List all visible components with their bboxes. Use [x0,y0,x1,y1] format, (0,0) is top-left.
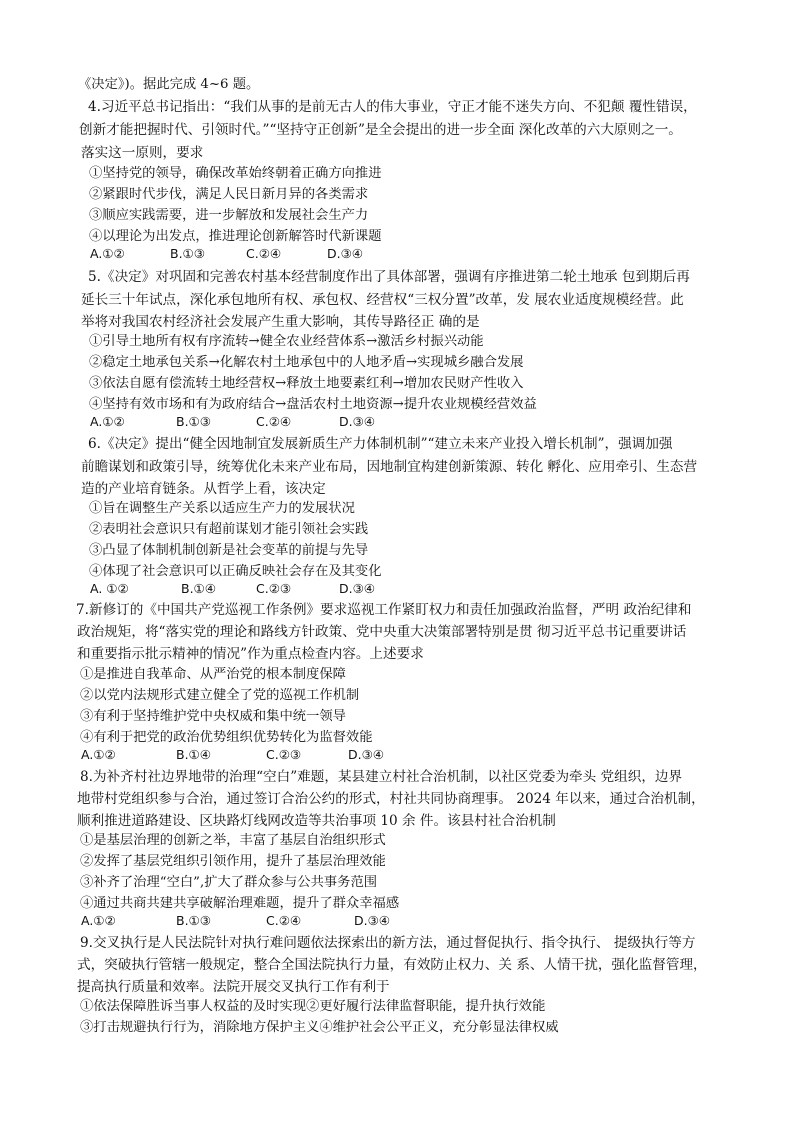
q5-stem-line-3: 举将对我国农村经济社会发展产生重大影响，其传导路径正 确的是 [81,314,480,330]
q5-stem-line-2: 延长三十年试点，深化承包地所有权、承包权、经营权“三权分置”改革，发 展农业适度规模经营。此 [81,292,684,308]
q6-item-2: ②表明社会意识只有超前谋划才能引领社会实践 [89,522,369,537]
q5-choice-a[interactable]: A.①② [90,414,125,429]
q7-item-4: ④有利于把党的政治优势组织优势转化为监督效能 [80,730,373,745]
q6-item-4: ④体现了社会意识可以正确反映社会存在及其变化 [89,564,382,579]
q4-choice-d[interactable]: D.③④ [327,246,364,261]
q4-item-2: ②紧跟时代步伐，满足人民日新月异的各类需求 [89,187,369,202]
q7-choice-c[interactable]: C.②③ [266,747,302,762]
q4-item-3: ③顺应实践需要，进一步解放和发展社会生产力 [89,208,369,223]
q8-choice-a[interactable]: A.①② [81,913,116,928]
q8-stem-line-2: 地带村党组织参与合治，通过签订合治公约的形式，村社共同协商理事。 2024 年以来，通过合治机制， [77,791,705,807]
q4-choice-c[interactable]: C.②④ [246,246,282,261]
q8-item-1: ①是基层治理的创新之举，丰富了基层自治组织形式 [80,833,386,848]
q7-item-1: ①是推进自我革命、从严治党的根本制度保障 [80,667,346,682]
q7-stem-line-1: 7.新修订的《中国共产党巡视工作条例》要求巡视工作紧盯权力和责任加强政治监督，严明 政治纪律和 [76,602,692,618]
q6-choice-c[interactable]: C.②③ [256,581,292,596]
q9-stem-line-3: 提高执行质量和效率。法院开展交叉执行工作有利于 [77,979,390,995]
intro-line: 《决定》)。据此完成 4~6 题。 [78,77,260,92]
q4-stem-line-1: 4.习近平总书记指出：“我们从事的是前无古人的伟大事业，守正才能不迷失方向、不犯颠 覆性错误， [88,99,697,115]
q4-stem-line-2: 创新才能把握时代、引领时代。”“坚持守正创新”是全会提出的进一步全面 深化改革的六大原则之一。 [79,122,682,138]
q6-choice-b[interactable]: B.①④ [181,581,216,596]
q5-choice-d[interactable]: D.③④ [339,414,376,429]
q4-item-1: ①坚持党的领导，确保改革始终朝着正确方向推进 [89,166,382,181]
q4-stem-line-3: 落实这一原则，要求 [81,145,204,161]
q6-stem-line-2: 前瞻谋划和政策引导，统筹优化未来产业布局，因地制宜构建创新策源、转化 孵化、应用牵引、生态营 [81,459,698,475]
q8-choice-d[interactable]: D.③④ [354,913,391,928]
q5-item-4: ④坚持有效市场和有为政府结合→盘活农村土地资源→提升农业规模经营效益 [89,397,537,412]
q6-item-3: ③凸显了体制机制创新是社会变革的前提与先导 [89,543,369,558]
q5-stem-line-1: 5.《决定》对巩固和完善农村基本经营制度作出了具体部署，强调有序推进第二轮土地承 包到期后再 [88,269,690,285]
q7-item-3: ③有利于坚持维护党中央权威和集中统一领导 [80,709,346,724]
q4-item-4: ④以理论为出发点，推进理论创新解答时代新课题 [89,229,382,244]
q8-choice-c[interactable]: C.②④ [266,913,302,928]
q7-stem-line-3: 和重要指示批示精神的情况”作为重点检查内容。上述要求 [77,646,424,662]
q8-stem-line-3: 顺利推进道路建设、区块路灯线网改造等共治事项 10 余 件。该县村社合治机制 [77,813,556,829]
q5-item-2: ②稳定土地承包关系→化解农村土地承包中的人地矛盾→实现城乡融合发展 [89,355,524,370]
q4-choice-a[interactable]: A.①② [90,246,125,261]
q7-stem-line-2: 政治规矩，将“落实党的理论和路线方针政策、党中央重大决策部署特别是贯 彻习近平总书记重要讲话 [77,624,687,640]
q9-item-1-2: ①依法保障胜诉当事人权益的及时实现②更好履行法律监督职能，提升执行效能 [80,999,546,1014]
q6-choice-d[interactable]: D.③④ [339,581,376,596]
q7-item-2: ②以党内法规形式建立健全了党的巡视工作机制 [80,688,360,703]
q5-item-1: ①引导土地所有权有序流转→健全农业经营体系→激活乡村振兴动能 [89,334,484,349]
q6-choice-a[interactable]: A. ①② [90,581,129,596]
q6-item-1: ①旨在调整生产关系以适应生产力的发展状况 [89,501,355,516]
q7-choice-d[interactable]: D.③④ [348,747,385,762]
q8-item-2: ②发挥了基层党组织引领作用，提升了基层治理效能 [80,854,386,869]
q8-item-3: ③补齐了治理“空白”,扩大了群众参与公共事务范围 [80,875,378,890]
q5-choice-c[interactable]: C.②④ [256,414,292,429]
q8-item-4: ④通过共商共建共享破解治理难题，提升了群众幸福感 [80,896,400,911]
q8-stem-line-1: 8.为补齐村社边界地带的治理“空白”难题，某县建立村社合治机制，以社区党委为牵头 党组织，边界 [80,769,683,785]
q4-choice-b[interactable]: B.①③ [170,246,205,261]
q5-choice-b[interactable]: B.①③ [176,414,211,429]
q8-choice-b[interactable]: B.①③ [176,913,211,928]
q7-choice-b[interactable]: B.①④ [176,747,211,762]
q6-stem-line-3: 造的产业培育链条。从哲学上看，该决定 [81,481,326,497]
q9-stem-line-2: 式，突破执行管辖一般规定，整合全国法院执行力量，有效防止权力、关 系、人情干扰，强化监督管理， [77,957,707,973]
q9-item-3-4: ③打击规避执行行为，消除地方保护主义④维护社会公平正义，充分彰显法律权威 [80,1020,559,1035]
q7-choice-a[interactable]: A.①② [81,747,116,762]
q9-stem-line-1: 9.交叉执行是人民法院针对执行难问题依法探索出的新方法，通过督促执行、指令执行、 提级执行等方 [80,935,696,951]
q5-item-3: ③依法自愿有偿流转土地经营权→释放土地要素红利→增加农民财产性收入 [89,376,524,391]
q6-stem-line-1: 6.《决定》提出“健全因地制宜发展新质生产力体制机制”“建立未来产业投入增长机制”，强调加强 [88,436,673,452]
